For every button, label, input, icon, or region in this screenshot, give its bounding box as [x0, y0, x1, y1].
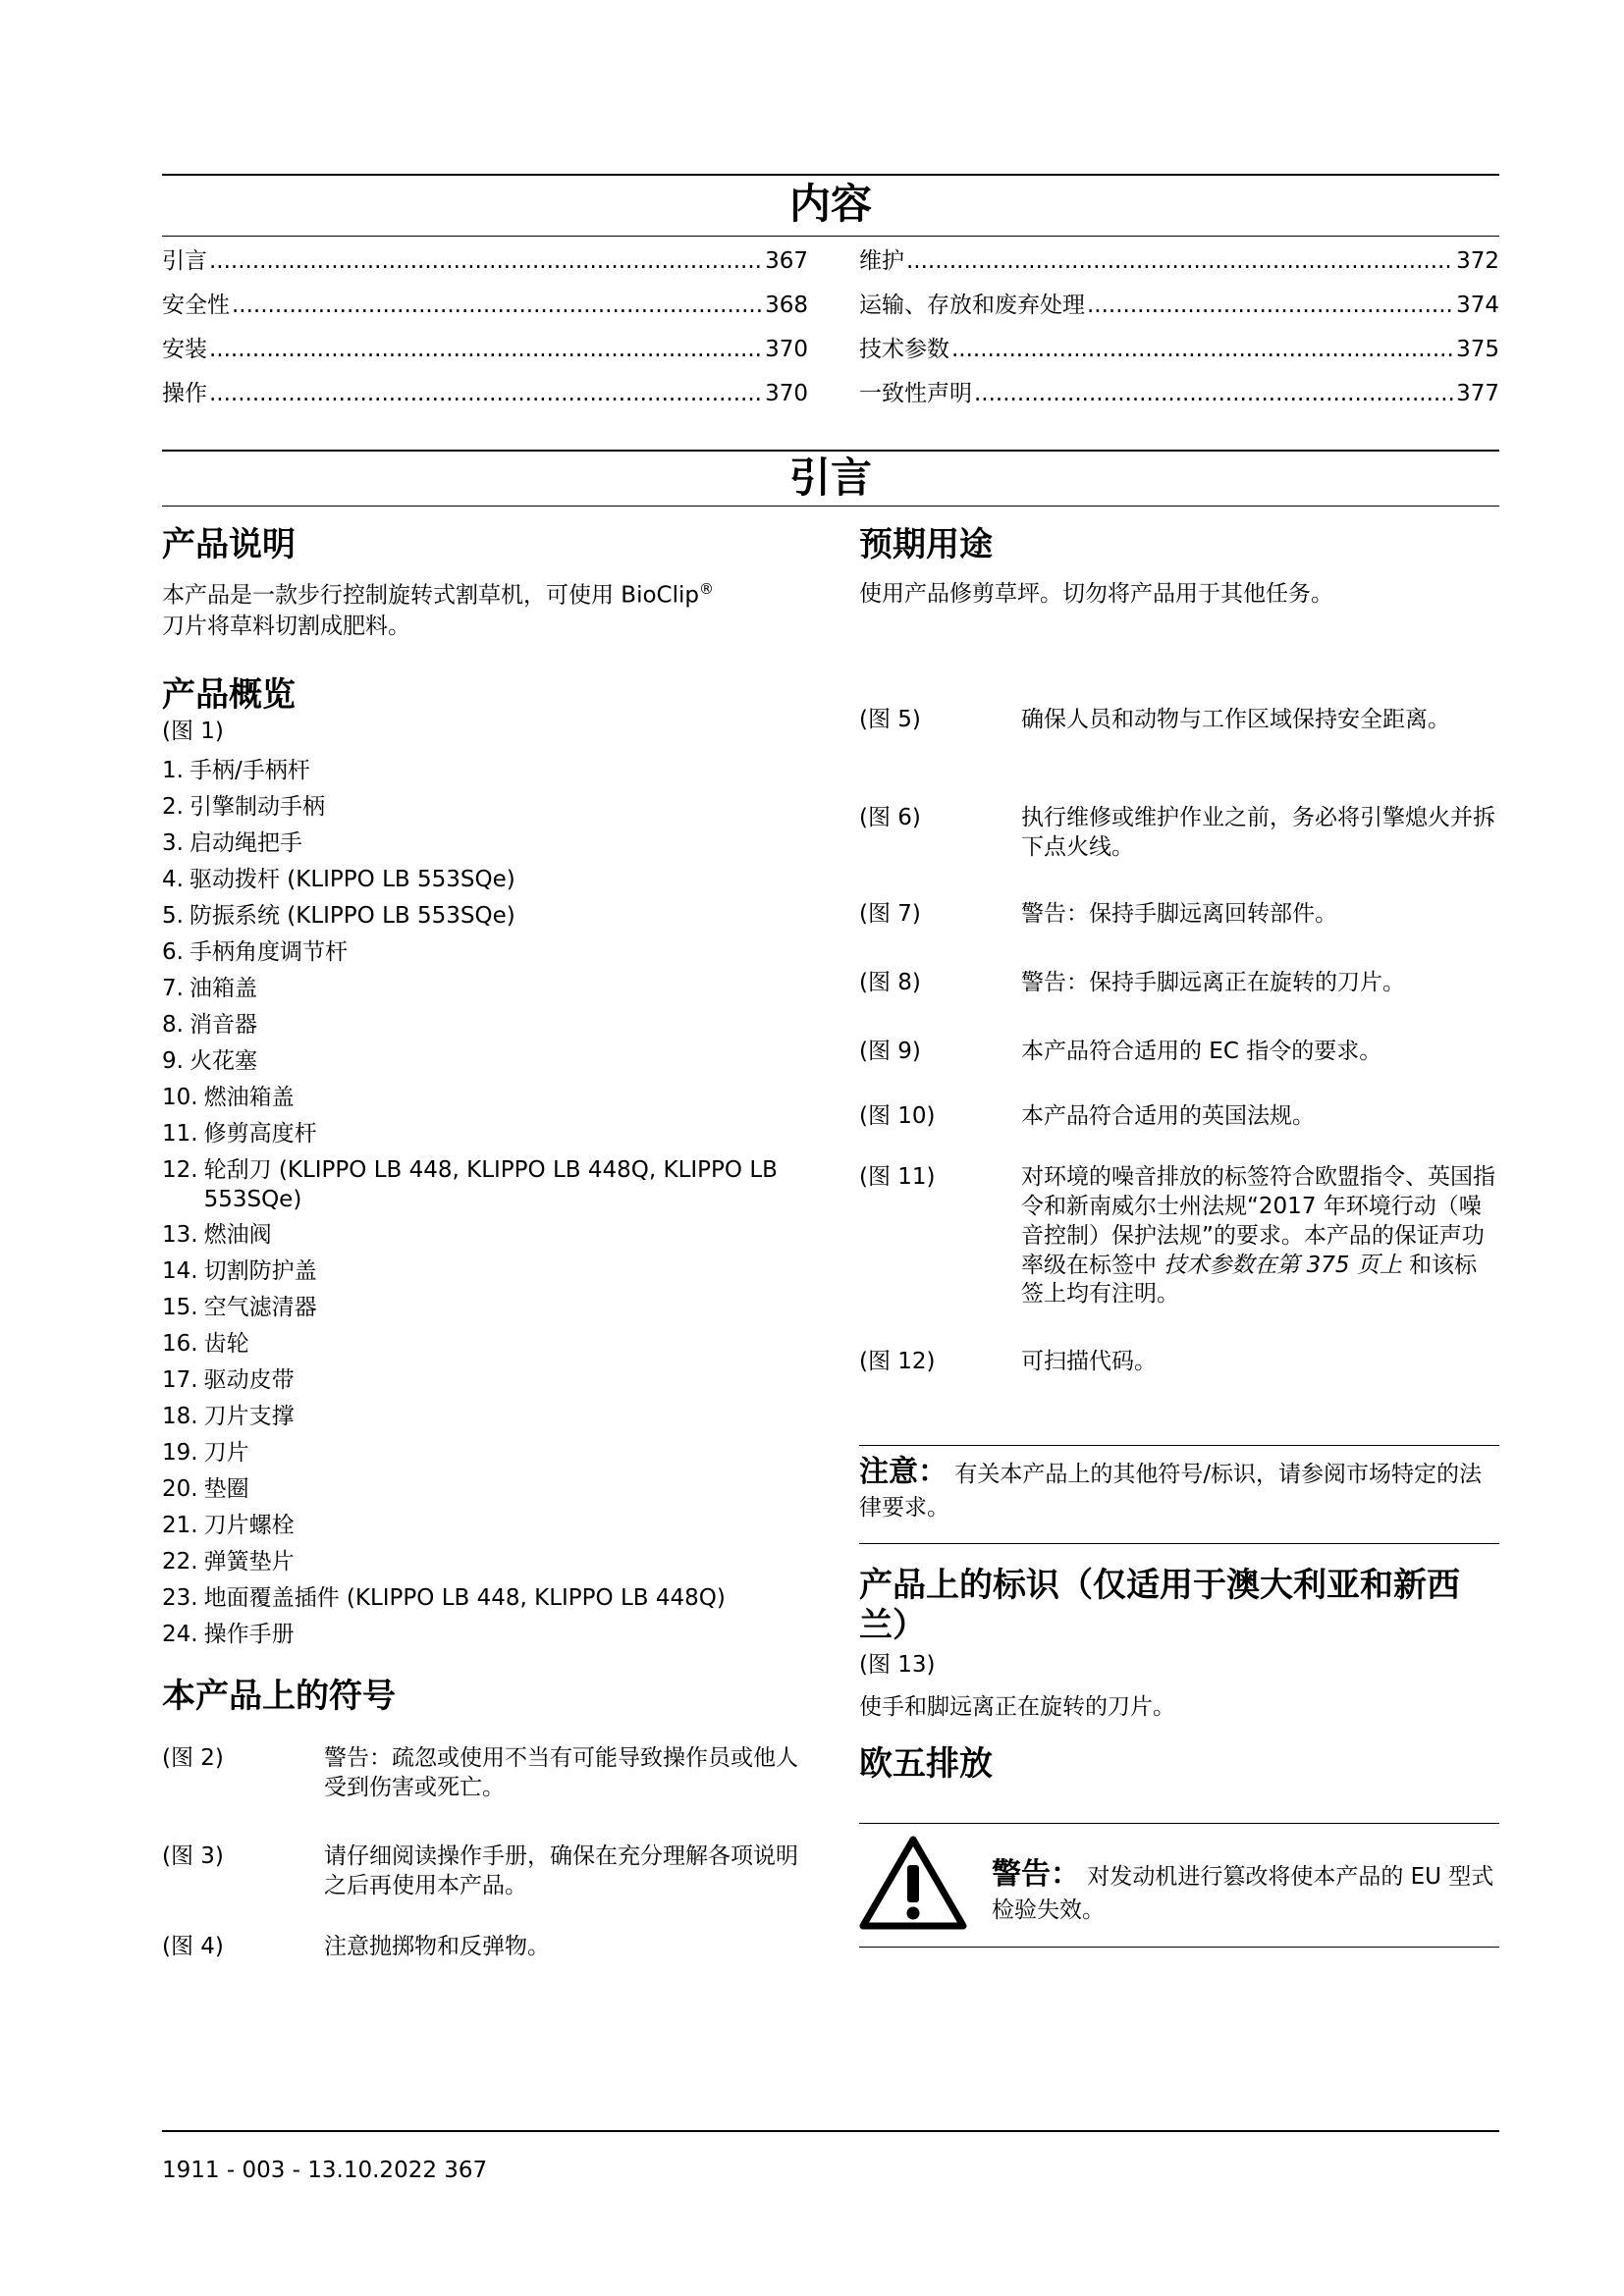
- symbol-row: (图 7) 警告：保持手脚远离回转部件。: [859, 900, 1337, 927]
- list-item: 5. 防振系统 (KLIPPO LB 553SQe): [162, 903, 515, 930]
- toc-left-column: [162, 247, 808, 424]
- list-item: 20. 垫圈: [162, 1476, 249, 1503]
- symbol-row: (图 8) 警告：保持手脚远离正在旋转的刀片。: [859, 969, 1405, 995]
- list-item: 2. 引擎制动手柄: [162, 794, 325, 821]
- note-box: [859, 1453, 1499, 1523]
- toc-right-column: [859, 247, 1499, 424]
- warning-box: [992, 1855, 1499, 1926]
- page-footer: 1911 - 003 - 13.10.2022 367: [162, 2158, 488, 2183]
- intro-top-rule: [162, 450, 1499, 452]
- list-item: 19. 刀片: [162, 1440, 249, 1467]
- list-item: 6. 手柄角度调节杆: [162, 939, 348, 966]
- list-item: 11. 修剪高度杆: [162, 1121, 317, 1148]
- list-item: 18. 刀片支撑: [162, 1404, 295, 1430]
- product-description-heading: 产品说明: [162, 525, 296, 564]
- list-item: 24. 操作手册: [162, 1622, 295, 1648]
- warning-top-rule: [859, 1823, 1499, 1824]
- au-nz-figure-ref: (图 13): [859, 1651, 936, 1678]
- list-item: 14. 切割防护盖: [162, 1258, 317, 1285]
- symbol-row: (图 9) 本产品符合适用的 EC 指令的要求。: [859, 1038, 1382, 1064]
- symbol-row: (图 5) 确保人员和动物与工作区域保持安全距离。: [859, 706, 1450, 732]
- overview-heading: 产品概览: [162, 674, 296, 715]
- tech-params-link[interactable]: 技术参数在第 375 页上: [1164, 1252, 1402, 1278]
- euro5-heading: 欧五排放: [859, 1743, 993, 1784]
- toc-title: 内容: [788, 180, 872, 228]
- left-column: [162, 525, 810, 1972]
- list-item: 17. 驱动皮带: [162, 1367, 295, 1394]
- intended-use-text: 使用产品修剪草坪。切勿将产品用于其他任务。: [859, 580, 1333, 607]
- au-nz-heading: 产品上的标识（仅适用于澳大利亚和新西兰）: [859, 1566, 1460, 1645]
- toc-title-rule: [162, 236, 1499, 237]
- symbol-row: (图 11) 对环境的噪音排放的标签符合欧盟指令、英国指令和新南威尔士州法规“2017 年环境行动（噪音控制）保护法规”的要求。本产品的保证声功率级在标签中 技术参数在第 375 页上 和该标签上均有注明。: [859, 1163, 1495, 1308]
- toc-entry[interactable]: 一致性声明 ..... 377: [859, 380, 1499, 424]
- list-item: 12. 轮刮刀 (KLIPPO LB 448, KLIPPO LB 448Q, KLIPPO LB 553SQe): [162, 1157, 778, 1213]
- toc-entry[interactable]: 安全性 ..... 368: [162, 292, 808, 336]
- list-item: 7. 油箱盖: [162, 976, 257, 1002]
- toc-entry[interactable]: 操作 ..... 370: [162, 380, 808, 424]
- symbols-heading: 本产品上的符号: [162, 1677, 396, 1717]
- toc-entry[interactable]: 维护 ..... 372: [859, 247, 1499, 292]
- toc-entry[interactable]: 安装 ..... 370: [162, 336, 808, 380]
- list-item: 1. 手柄/手柄杆: [162, 758, 310, 784]
- right-column: [859, 525, 1499, 1395]
- symbol-row: (图 4) 注意抛掷物和反弹物。: [162, 1934, 550, 1960]
- warning-text: 对发动机进行篡改将使本产品的 EU 型式检验失效。: [992, 1864, 1494, 1923]
- list-item: 16. 齿轮: [162, 1331, 249, 1358]
- overview-list: [162, 757, 810, 1657]
- note-bottom-rule: [859, 1543, 1499, 1544]
- list-item: 15. 空气滤清器: [162, 1295, 317, 1321]
- symbol-row: (图 3) 请仔细阅读操作手册，确保在充分理解各项说明之后再使用本产品。: [162, 1843, 798, 1899]
- list-item: 23. 地面覆盖插件 (KLIPPO LB 448, KLIPPO LB 448Q): [162, 1585, 726, 1612]
- overview-figure-ref: (图 1): [162, 719, 224, 745]
- warning-bottom-rule: [859, 1947, 1499, 1948]
- list-item: 4. 驱动拨杆 (KLIPPO LB 553SQe): [162, 867, 515, 893]
- list-item: 9. 火花塞: [162, 1048, 257, 1075]
- product-description-text: 本产品是一款步行控制旋转式割草机，可使用 BioClip® 刀片将草料切割成肥料。: [162, 579, 714, 639]
- symbol-row: (图 2) 警告：疏忽或使用不当有可能导致操作员或他人受到伤害或死亡。: [162, 1745, 798, 1801]
- intro-title-rule: [162, 506, 1499, 507]
- au-nz-section: [859, 1566, 1499, 1784]
- toc-top-rule: [162, 174, 1499, 176]
- intro-title: 引言: [788, 454, 872, 502]
- list-item: 10. 燃油箱盖: [162, 1085, 295, 1111]
- note-top-rule: [859, 1445, 1499, 1446]
- list-item: 22. 弹簧垫片: [162, 1549, 295, 1575]
- list-item: 21. 刀片螺栓: [162, 1513, 295, 1539]
- note-text: 有关本产品上的其他符号/标识，请参阅市场特定的法律要求。: [859, 1462, 1483, 1521]
- list-item: 13. 燃油阀: [162, 1222, 272, 1249]
- intended-use-heading: 预期用途: [859, 525, 993, 564]
- symbol-row: (图 12) 可扫描代码。: [859, 1348, 1157, 1374]
- symbols-right-list: [859, 706, 1499, 1395]
- toc-entry[interactable]: 引言 ..... 367: [162, 247, 808, 292]
- au-nz-text: 使手和脚远离正在旋转的刀片。: [859, 1693, 1175, 1720]
- warning-label: 警告：: [992, 1857, 1080, 1892]
- symbol-row: (图 6) 执行维修或维护作业之前，务必将引擎熄火并拆下点火线。: [859, 804, 1495, 860]
- list-item: 8. 消音器: [162, 1012, 257, 1039]
- warning-triangle-icon: [859, 1836, 967, 1930]
- symbol-row: (图 10) 本产品符合适用的英国法规。: [859, 1102, 1315, 1129]
- note-label: 注意：: [859, 1455, 947, 1489]
- toc-entry[interactable]: 运输、存放和废弃处理 ..... 374: [859, 292, 1499, 336]
- toc-entry[interactable]: 技术参数 ..... 375: [859, 336, 1499, 380]
- footer-rule: [162, 2130, 1499, 2132]
- list-item: 3. 启动绳把手: [162, 830, 302, 857]
